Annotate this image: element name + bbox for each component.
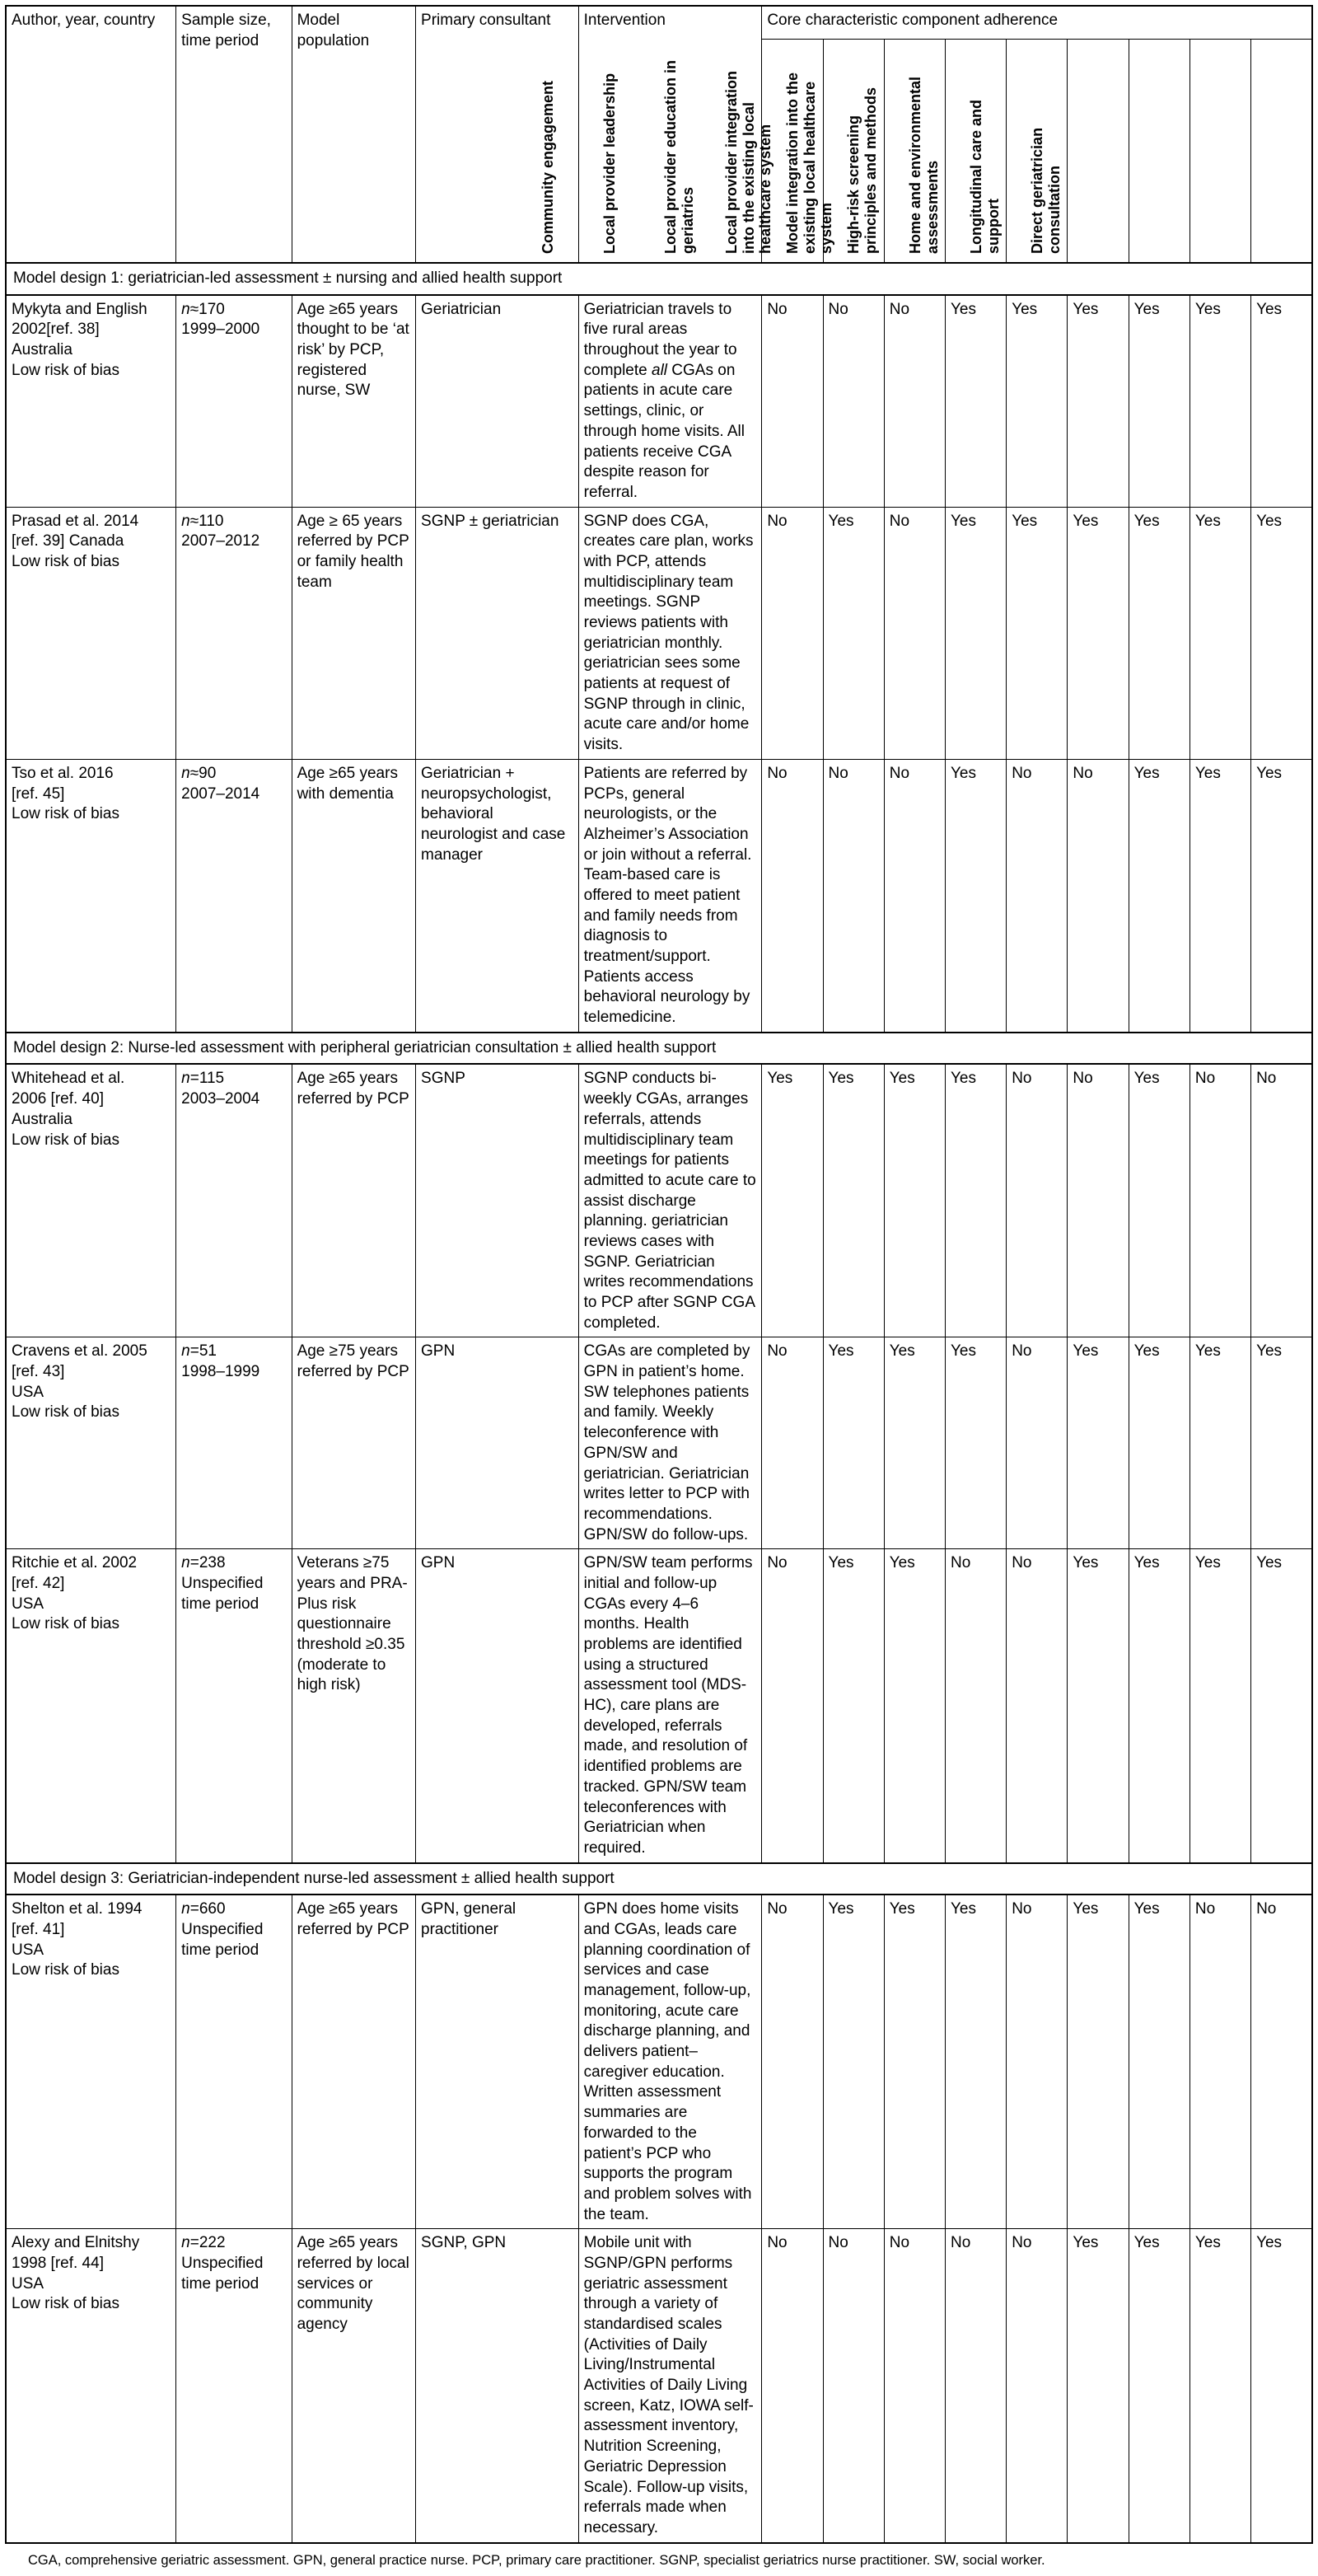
cell-adherence-7: Yes [1129,295,1189,507]
intervention-emphasis: all [652,361,668,379]
cell-primary-consultant: Geriatrician [416,295,579,507]
author-line: [ref. 41] [12,1920,65,1938]
author-line: Shelton et al. 1994 [12,1900,143,1918]
author-line: Prasad et al. 2014 [12,512,139,530]
cell-adherence-3: Yes [884,1895,945,2229]
cell-adherence-1: No [762,2229,823,2543]
cell-author-year-country [6,759,176,1032]
cell-adherence-6: Yes [1068,507,1129,759]
intervention-text: Mobile unit with SGNP/GPN performs geriatric assessment through a variety of standardised scales (Activities of Daily Living/Instrumental Activities of Daily Living screen, Katz, IOWA self-assessment inventory, Nutrition Screening, Geriatric Depression Scale). Follow-up visits, referrals made when necessary. [583,2234,754,2536]
cell-adherence-3: No [884,759,945,1032]
cell-sample-size-period [176,2229,292,2543]
cell-adherence-9: Yes [1251,1549,1312,1863]
rotated-label: Longitudinal care and support [967,99,1002,254]
cell-author-year-country [6,295,176,507]
rotated-label: High-risk screening principles and methods [845,87,880,254]
cell-adherence-5: No [1007,1337,1068,1549]
sample-size-line [181,1553,286,1574]
sample-n-value: ≈170 [189,300,225,318]
cell-adherence-9: Yes [1251,295,1312,507]
author-line: Whitehead et al. [12,1070,125,1088]
column-header-author: Author, year, country [6,6,176,263]
cell-intervention [578,1549,762,1863]
cell-model-population: Age ≥75 years referred by PCP [292,1337,415,1549]
cell-adherence-9: No [1251,1895,1312,2229]
cell-intervention [578,295,762,507]
intervention-text: SGNP conducts bi-weekly CGAs, arranges referrals, attends multidisciplinary team meetings for patients admitted to acute care to assist discharge planning. geriatrician reviews cases with SGNP. Geriatrician writes recommendations to PCP after SGNP CGA completed. [583,1070,756,1332]
sample-n-value: ≈90 [189,764,217,782]
cell-adherence-3: Yes [884,1549,945,1863]
cell-adherence-6: No [1068,759,1129,1032]
cell-adherence-7: Yes [1129,507,1189,759]
intervention-text: GPN does home visits and CGAs, leads care planning coordination of services and case management, follow-up, monitoring, acute care discharge planning, and delivers patient–caregiver education. Written assessment summaries are forwarded to the patient’s PCP who supports the program and problem solves with the team. [583,1900,752,2223]
cell-sample-size-period [176,295,292,507]
section-heading-label: Model design 1: geriatrician-led assessment ± nursing and allied health support [6,263,1312,295]
cell-primary-consultant: GPN [416,1337,579,1549]
author-line: Low risk of bias [12,361,119,379]
cell-adherence-2: Yes [823,507,884,759]
author-line: Ritchie et al. 2002 [12,1554,138,1572]
evidence-table [5,5,1313,2544]
cell-adherence-5: No [1007,1895,1068,2229]
cell-primary-consultant: SGNP [416,1064,579,1337]
cell-adherence-4: Yes [945,507,1006,759]
cell-adherence-8: Yes [1189,295,1250,507]
cell-intervention [578,759,762,1032]
table-body [6,263,1312,2543]
cell-adherence-8: Yes [1189,1337,1250,1549]
cell-adherence-2: No [823,759,884,1032]
cell-sample-size-period [176,759,292,1032]
cell-adherence-9: No [1251,1064,1312,1337]
cell-adherence-7: Yes [1129,1064,1189,1337]
author-line: USA [12,1595,44,1613]
cell-adherence-9: Yes [1251,2229,1312,2543]
cell-intervention [578,507,762,759]
cell-adherence-8: Yes [1189,2229,1250,2543]
author-line: 1998 [ref. 44] [12,2254,104,2272]
cell-adherence-1: No [762,759,823,1032]
author-line: 2006 [ref. 40] [12,1090,104,1108]
cell-sample-size-period [176,1064,292,1337]
cell-primary-consultant: Geriatrician + neuropsychologist, behavioral neurologist and case manager [416,759,579,1032]
cell-sample-size-period [176,1549,292,1863]
author-line: Low risk of bias [12,1961,119,1979]
sample-n-symbol: n [181,1342,190,1361]
author-line: Low risk of bias [12,1403,119,1421]
sample-n-value: =238 [189,1554,226,1572]
cell-adherence-8: Yes [1189,759,1250,1032]
sample-n-value: =660 [189,1900,226,1918]
author-line: Low risk of bias [12,805,119,823]
column-header-intervention: Intervention [578,6,762,263]
sample-size-line [181,1342,286,1362]
cell-author-year-country [6,1895,176,2229]
cell-model-population: Age ≥65 years with dementia [292,759,415,1032]
cell-adherence-1: No [762,295,823,507]
cell-adherence-3: No [884,295,945,507]
cell-adherence-8: No [1189,1064,1250,1337]
rotated-label: Local provider education in geriatrics [661,59,696,254]
table-row [6,507,1312,759]
cell-model-population: Age ≥65 years referred by PCP [292,1895,415,2229]
author-line: Low risk of bias [12,2295,119,2313]
table-row [6,295,1312,507]
cell-adherence-7: Yes [1129,1895,1189,2229]
cell-adherence-2: Yes [823,1337,884,1549]
author-line: Mykyta and English [12,300,147,318]
cell-adherence-2: No [823,295,884,507]
author-line: USA [12,2274,44,2293]
cell-adherence-2: Yes [823,1895,884,2229]
cell-adherence-4: Yes [945,1064,1006,1337]
cell-adherence-3: Yes [884,1064,945,1337]
cell-adherence-4: Yes [945,295,1006,507]
cell-model-population: Age ≥65 years referred by PCP [292,1064,415,1337]
author-line: Low risk of bias [12,1615,119,1633]
author-line: USA [12,1941,44,1959]
cell-intervention [578,2229,762,2543]
cell-adherence-2: No [823,2229,884,2543]
sample-size-line [181,1069,286,1089]
author-line: USA [12,1383,44,1401]
sample-n-value: ≈110 [189,512,224,530]
sample-time-period: Unspecified time period [181,2254,264,2293]
author-line: Australia [12,341,72,359]
cell-intervention [578,1337,762,1549]
sample-size-line [181,512,286,532]
cell-adherence-8: Yes [1189,507,1250,759]
rotated-label: Local provider integration into the existing local healthcare system [722,70,774,254]
table-footnote: CGA, comprehensive geriatric assessment. GPN, general practice nurse. PCP, primary care practitioner. SGNP, specialist geriatrics nurse practitioner. SW, social worker. [28,2552,1045,2568]
cell-adherence-6: Yes [1068,1549,1129,1863]
column-header-consultant: Primary consultant [416,6,579,263]
author-line: Australia [12,1110,72,1128]
cell-author-year-country [6,507,176,759]
sample-n-symbol: n [181,1554,190,1572]
sample-n-value: =222 [189,2234,226,2252]
table-header [6,6,1312,263]
author-line: [ref. 45] [12,785,65,803]
column-header-direct-geriatrician-consultation [1029,40,1312,264]
cell-adherence-7: Yes [1129,1549,1189,1863]
author-line: Tso et al. 2016 [12,764,114,782]
cell-adherence-5: No [1007,1064,1068,1337]
sample-n-symbol: n [181,1070,190,1088]
cell-adherence-7: Yes [1129,759,1189,1032]
cell-adherence-4: Yes [945,1895,1006,2229]
sample-time-period: 2007–2012 [181,532,260,550]
section-heading-row [6,1033,1312,1065]
cell-adherence-2: Yes [823,1549,884,1863]
cell-adherence-5: Yes [1007,295,1068,507]
cell-adherence-3: Yes [884,1337,945,1549]
cell-adherence-4: No [945,1549,1006,1863]
table-row [6,1895,1312,2229]
cell-adherence-6: Yes [1068,1895,1129,2229]
intervention-text: SGNP does CGA, creates care plan, works with PCP, attends multidisciplinary team meetings. SGNP reviews patients with geriatrician monthly. geriatrician sees some patients at request of SGNP through in clinic, acute care and/or home visits. [583,512,754,754]
section-heading-label: Model design 2: Nurse-led assessment with peripheral geriatrician consultation ± allied health support [6,1033,1312,1065]
author-line: [ref. 42] [12,1574,65,1592]
cell-adherence-4: Yes [945,1337,1006,1549]
cell-sample-size-period [176,507,292,759]
sample-size-line [181,300,286,321]
cell-adherence-1: No [762,507,823,759]
cell-intervention [578,1895,762,2229]
table-row [6,1549,1312,1863]
cell-adherence-1: No [762,1895,823,2229]
sample-n-symbol: n [181,1900,190,1918]
sample-size-line [181,1899,286,1920]
cell-intervention [578,1064,762,1337]
cell-author-year-country [6,1064,176,1337]
sample-n-symbol: n [181,512,190,530]
rotated-label: Model integration into the existing local healthcare system [784,73,835,254]
cell-author-year-country [6,1549,176,1863]
intervention-text: CGAs are completed by GPN in patient’s home. SW telephones patients and family. Weekly teleconference with GPN/SW and geriatrician. Geriatrician writes letter to PCP with recommendations. GPN/SW do follow-ups. [583,1342,750,1543]
cell-primary-consultant: SGNP ± geriatrician [416,507,579,759]
cell-primary-consultant: SGNP, GPN [416,2229,579,2543]
sample-n-value: =51 [189,1342,217,1361]
header-row-top [6,6,1312,40]
section-heading-row [6,263,1312,295]
table-row [6,1337,1312,1549]
cell-adherence-4: No [945,2229,1006,2543]
cell-adherence-5: No [1007,1549,1068,1863]
cell-model-population: Age ≥ 65 years referred by PCP or family health team [292,507,415,759]
sample-n-value: =115 [189,1070,225,1088]
column-header-population: Model population [292,6,415,263]
intervention-text-cont: CGAs on patients in acute care settings, clinic, or through home visits. All patients receive CGA despite reason for referral. [583,361,745,501]
sample-size-line [181,2233,286,2254]
column-header-sample: Sample size, time period [176,6,292,263]
sample-time-period: Unspecified time period [181,1574,264,1613]
cell-adherence-6: Yes [1068,295,1129,507]
rotated-label: Direct geriatrician consultation [1029,127,1063,254]
rotated-label: Local provider leadership [601,73,618,254]
cell-adherence-8: Yes [1189,1549,1250,1863]
table-row [6,759,1312,1032]
cell-adherence-2: Yes [823,1064,884,1337]
rotated-label: Home and environmental assessments [906,76,941,254]
table-row [6,1064,1312,1337]
cell-adherence-1: No [762,1549,823,1863]
author-line: Alexy and Elnitshy [12,2234,140,2252]
sample-n-symbol: n [181,300,190,318]
cell-adherence-9: Yes [1251,759,1312,1032]
cell-sample-size-period [176,1337,292,1549]
cell-adherence-4: Yes [945,759,1006,1032]
author-line: Low risk of bias [12,1131,119,1149]
author-line: [ref. 39] Canada [12,532,124,550]
cell-model-population: Age ≥65 years thought to be ‘at risk’ by PCP, registered nurse, SW [292,295,415,507]
cell-adherence-6: Yes [1068,1337,1129,1549]
author-line: 2002[ref. 38] [12,321,100,339]
table-row [6,2229,1312,2543]
cell-adherence-6: Yes [1068,2229,1129,2543]
cell-adherence-9: Yes [1251,1337,1312,1549]
intervention-text: GPN/SW team performs initial and follow-up CGAs every 4–6 months. Health problems are identified using a structured assessment tool (MDS-HC), care plans are developed, referrals made, and resolution of identified problems are tracked. GPN/SW team teleconferences with Geriatrician when required. [583,1554,753,1857]
cell-adherence-7: Yes [1129,1337,1189,1549]
cell-primary-consultant: GPN, general practitioner [416,1895,579,2229]
cell-author-year-country [6,1337,176,1549]
cell-adherence-6: No [1068,1064,1129,1337]
author-line: Cravens et al. 2005 [12,1342,147,1361]
sample-size-line [181,764,286,785]
cell-model-population: Veterans ≥75 years and PRA-Plus risk questionnaire threshold ≥0.35 (moderate to high risk) [292,1549,415,1863]
cell-adherence-7: Yes [1129,2229,1189,2543]
sample-time-period: Unspecified time period [181,1920,264,1959]
author-line: [ref. 43] [12,1363,65,1381]
intervention-text: Patients are referred by PCPs, general neurologists, or the Alzheimer’s Association or join without a referral. Team-based care is offered to meet patient and family needs from diagnosis to treatment/support. Patients access behavioral neurology by telemedicine. [583,764,752,1027]
sample-time-period: 2007–2014 [181,785,260,803]
author-line: Low risk of bias [12,552,119,570]
sample-time-period: 1999–2000 [181,321,260,339]
cell-adherence-5: No [1007,759,1068,1032]
sample-n-symbol: n [181,2234,190,2252]
cell-adherence-3: No [884,507,945,759]
section-heading-row [6,1863,1312,1895]
cell-adherence-5: Yes [1007,507,1068,759]
cell-model-population: Age ≥65 years referred by local services or community agency [292,2229,415,2543]
rotated-label: Community engagement [540,80,557,254]
section-heading-label: Model design 3: Geriatrician-independent nurse-led assessment ± allied health support [6,1863,1312,1895]
cell-sample-size-period [176,1895,292,2229]
cell-adherence-1: Yes [762,1064,823,1337]
cell-primary-consultant: GPN [416,1549,579,1863]
intervention-text: Geriatrician travels to five rural areas throughout the year to complete [583,300,737,379]
sample-time-period: 1998–1999 [181,1363,260,1381]
cell-adherence-5: No [1007,2229,1068,2543]
column-group-header-adherence: Core characteristic component adherence [762,6,1312,40]
sample-n-symbol: n [181,764,190,782]
cell-author-year-country [6,2229,176,2543]
cell-adherence-1: No [762,1337,823,1549]
sample-time-period: 2003–2004 [181,1090,260,1108]
cell-adherence-9: Yes [1251,507,1312,759]
cell-adherence-8: No [1189,1895,1250,2229]
cell-adherence-3: No [884,2229,945,2543]
